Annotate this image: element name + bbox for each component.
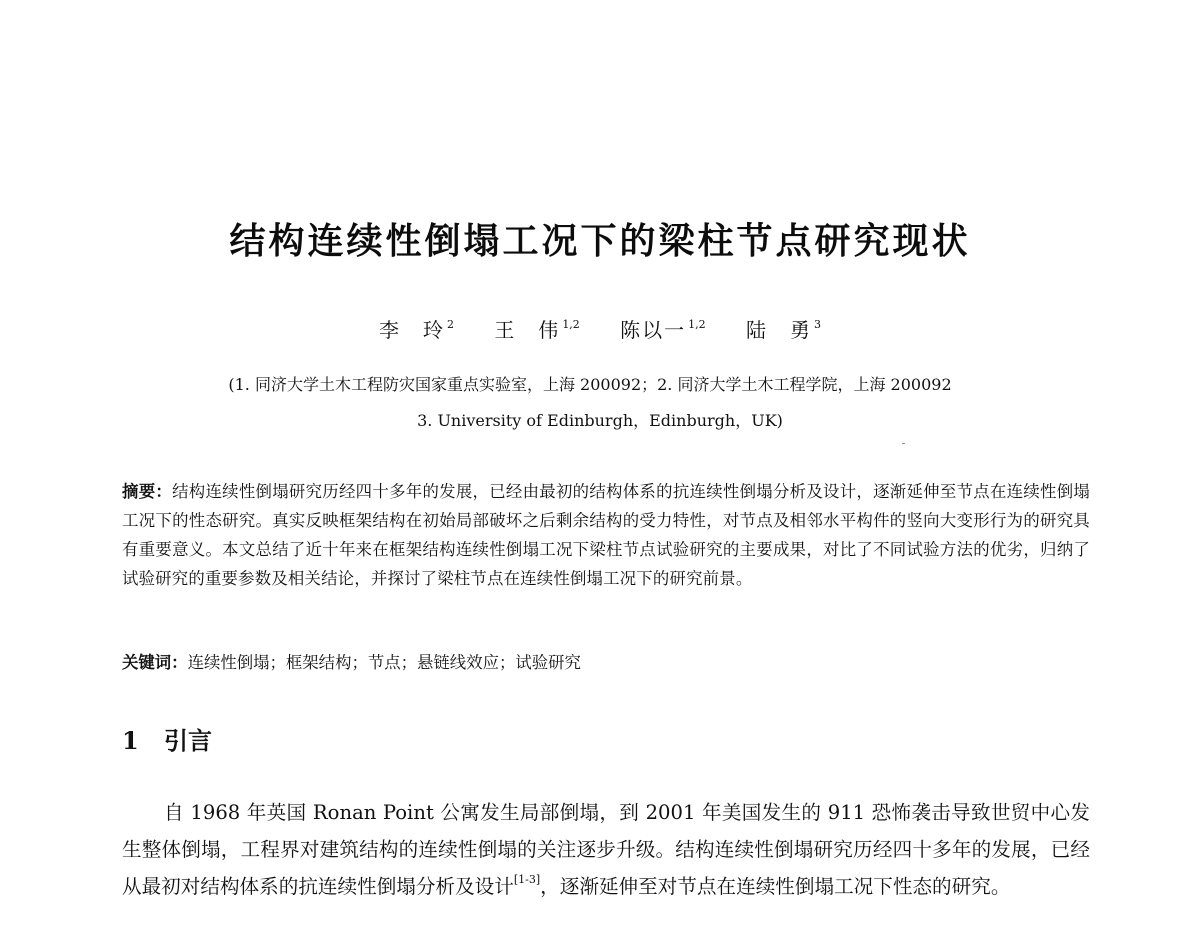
paper-title: 结构连续性倒塌工况下的梁柱节点研究现状 bbox=[229, 221, 971, 262]
author-name: 李 玲 bbox=[378, 318, 445, 342]
affiliation-line-2: 3. University of Edinburgh，Edinburgh，UK) bbox=[417, 411, 783, 430]
abstract-label: 摘要： bbox=[122, 482, 173, 501]
author-chen-yiyi bbox=[620, 314, 706, 343]
section-title: 引言 bbox=[164, 727, 212, 755]
author-lu-yong bbox=[746, 314, 821, 343]
author-name: 陈以一 bbox=[620, 318, 687, 342]
author-affiliation-mark: 1,2 bbox=[562, 318, 580, 331]
abstract bbox=[122, 477, 1090, 593]
introduction-paragraph bbox=[122, 794, 1090, 905]
section-heading-introduction bbox=[122, 721, 212, 756]
citation-ref[interactable]: [1-3] bbox=[513, 873, 541, 886]
author-affiliation-mark: 1,2 bbox=[688, 318, 706, 331]
scan-speck bbox=[902, 443, 905, 444]
affiliation-line-1: (1. 同济大学土木工程防灾国家重点实验室，上海 200092；2. 同济大学土木工程学院，上海 200092 bbox=[228, 375, 952, 394]
author-affiliation-mark: 2 bbox=[446, 318, 454, 331]
keywords-label: 关键词： bbox=[122, 653, 188, 672]
author-list bbox=[0, 314, 1200, 343]
section-number: 1 bbox=[122, 726, 139, 755]
keywords bbox=[122, 651, 1090, 675]
paragraph-text-part-2: ，逐渐延伸至对节点在连续性倒塌工况下性态的研究。 bbox=[540, 875, 1011, 898]
author-li-ling bbox=[379, 314, 454, 343]
author-name: 陆 勇 bbox=[746, 318, 813, 342]
author-affiliation-mark: 3 bbox=[814, 318, 822, 331]
abstract-text: 结构连续性倒塌研究历经四十多年的发展，已经由最初的结构体系的抗连续性倒塌分析及设计，逐渐延伸至节点在连续性倒塌工况下的性态研究。真实反映框架结构在初始局部破坏之后剩余结构的受力特性，对节点及相邻水平构件的竖向大变形行为的研究具有重要意义。本文总结了近十年来在框架结构连续性倒塌工况下梁柱节点试验研究的主要成果，对比了不同试验方法的优劣，归纳了试验研究的重要参数及相关结论，并探讨了梁柱节点在连续性倒塌工况下的研究前景。 bbox=[122, 482, 1090, 588]
author-wang-wei bbox=[494, 314, 580, 343]
author-name: 王 伟 bbox=[494, 318, 561, 342]
keywords-text: 连续性倒塌；框架结构；节点；悬链线效应；试验研究 bbox=[187, 653, 581, 672]
paragraph-text-part-1: 自 1968 年英国 Ronan Point 公寓发生局部倒塌，到 2001 年美国发生的 911 恐怖袭击导致世贸中心发生整体倒塌，工程界对建筑结构的连续性倒塌的关注逐步升级。结构连续性倒塌研究历经四十多年的发展，已经从最初对结构体系的抗连续性倒塌分析及设计 bbox=[122, 801, 1090, 898]
